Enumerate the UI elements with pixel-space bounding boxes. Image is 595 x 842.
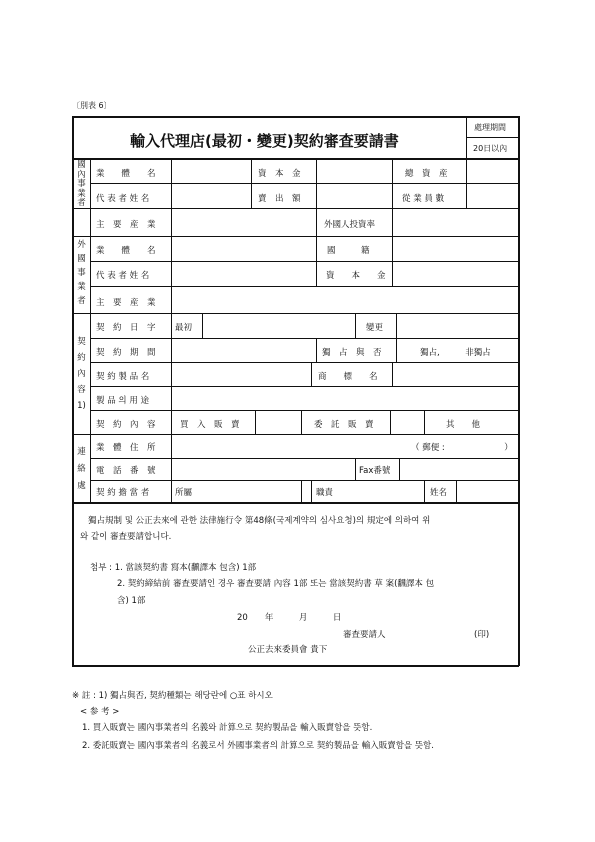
fax-field[interactable] xyxy=(400,459,518,480)
phone-label: 電 話 番 號 xyxy=(96,466,156,476)
foreign-representative-field[interactable] xyxy=(172,262,316,286)
product-usage-field[interactable] xyxy=(172,387,518,410)
product-usage-label: 製 品 의 用 途 xyxy=(96,396,150,406)
domestic-capital-label: 資 本 金 xyxy=(258,169,301,179)
trademark-field[interactable] xyxy=(393,363,518,386)
other-option[interactable]: 其 他 xyxy=(446,420,481,430)
contract-product-field[interactable] xyxy=(172,363,311,386)
contract-manager-label: 契 約 擔 當 者 xyxy=(96,488,150,498)
domestic-employees-label: 從 業 員 數 xyxy=(402,194,445,204)
foreign-company-name-label: 業 體 名 xyxy=(96,246,156,256)
import-sales-mark-field[interactable] xyxy=(256,411,301,434)
section-domestic-label: 國 內 事 業 者 xyxy=(77,160,86,208)
domestic-total-assets-field[interactable] xyxy=(467,159,518,183)
exclusive-label: 獨 占 與 否 xyxy=(322,348,382,358)
foreign-investment-field[interactable] xyxy=(393,209,518,236)
foreign-country-label: 國 籍 xyxy=(327,246,370,256)
reference-2: 2. 委託販賣는 國內事業者의 名義로서 外國事業者의 計算으로 契約製品을 輸入販賣함을 뜻함. xyxy=(82,741,434,751)
form-number-label: 〔別表 6〕 xyxy=(72,101,112,110)
reference-1: 1. 買入販賣는 國內事業者의 名義와 計算으로 契約製品을 輸入販賣함을 뜻함. xyxy=(82,723,373,733)
foreign-investment-label: 外國人投資率 xyxy=(324,220,376,230)
processing-period-label: 處理期間 xyxy=(474,123,506,132)
footnote-1: ※ 註 : 1) 獨占與否, 契約種類는 해당란에 ○표 하시오 xyxy=(72,691,273,701)
name-label: 姓名 xyxy=(430,488,448,498)
name-field[interactable] xyxy=(457,481,518,502)
foreign-main-industry-field[interactable] xyxy=(172,287,518,313)
section-contract-label: 契 約 內 容 1) xyxy=(77,337,86,411)
position-field[interactable] xyxy=(340,481,424,502)
position-label: 職責 xyxy=(316,488,334,498)
date-line[interactable]: 20 年 月 日 xyxy=(237,613,342,623)
foreign-representative-label: 代 表 者 姓 名 xyxy=(96,271,150,281)
section-foreign-label: 外 國 事 業 者 xyxy=(77,240,86,306)
section-contact-label: 連 絡 處 xyxy=(77,447,86,491)
contract-date-label: 契 約 日 字 xyxy=(96,323,156,333)
domestic-sales-label: 賣 出 額 xyxy=(258,194,301,204)
import-sales-option[interactable]: 買 入 販 賣 xyxy=(180,420,240,430)
company-address-label: 業 體 住 所 xyxy=(96,443,156,453)
department-label: 所屬 xyxy=(175,488,193,498)
department-field[interactable] xyxy=(198,481,301,502)
attachment-2: 2. 契約締結前 審査要請인 경우 審査要請 內容 1部 또는 當該契約書 草 案(飜譯本 包 xyxy=(117,579,435,589)
domestic-representative-label: 代 表 者 姓 名 xyxy=(96,194,150,204)
domestic-company-name-field[interactable] xyxy=(172,159,251,183)
domestic-company-name-label: 業 體 名 xyxy=(96,169,156,179)
contract-change-date-field[interactable] xyxy=(397,314,518,338)
domestic-main-industry-label: 主 要 産 業 xyxy=(96,220,156,230)
domestic-main-industry-field[interactable] xyxy=(172,209,316,236)
contract-period-label: 契 約 期 間 xyxy=(96,348,156,358)
domestic-capital-field[interactable] xyxy=(317,159,392,183)
requester-label: 審査要請人 xyxy=(343,630,386,640)
foreign-capital-field[interactable] xyxy=(393,262,518,286)
domestic-representative-field[interactable] xyxy=(172,184,251,208)
foreign-company-name-field[interactable] xyxy=(172,237,316,261)
domestic-total-assets-label: 總 資 産 xyxy=(405,169,448,179)
attachment-1: 첨부 : 1. 當該契約書 寫本(飜譯本 包含) 1部 xyxy=(90,563,257,573)
form-title: 輸入代理店(最初・變更)契約審査要請書 xyxy=(130,132,399,150)
exclusive-options[interactable]: 獨占, 非獨占 xyxy=(420,348,491,358)
contract-period-field[interactable] xyxy=(172,339,316,362)
domestic-sales-field[interactable] xyxy=(317,184,392,208)
processing-period-value: 20日以內 xyxy=(473,144,508,153)
seal-mark: (印) xyxy=(474,630,490,640)
recipient-label: 公正去來委員會 貴下 xyxy=(248,645,328,655)
request-statement-line2: 와 같이 審査要請합니다. xyxy=(80,532,172,542)
request-statement-line1: 獨占規制 및 公正去來에 관한 法律施行令 第48條(국제계약의 심사요청)의 規定에 의하여 위 xyxy=(88,516,431,526)
consign-sales-mark-field[interactable] xyxy=(391,411,424,434)
postal-code-field[interactable]: （ 郵便 : ） xyxy=(411,443,513,453)
contract-content-label: 契 約 內 容 xyxy=(96,420,156,430)
reference-heading: < 参 考 > xyxy=(80,707,120,717)
company-address-field[interactable] xyxy=(172,435,412,458)
contract-first-label: 最初 xyxy=(175,323,193,333)
contract-product-label: 契 約 製 品 名 xyxy=(96,372,150,382)
foreign-main-industry-label: 主 要 産 業 xyxy=(96,298,156,308)
foreign-country-field[interactable] xyxy=(393,237,518,261)
foreign-capital-label: 資 本 金 xyxy=(326,271,386,281)
consign-sales-option[interactable]: 委 託 販 賣 xyxy=(314,420,374,430)
fax-label: Fax番號 xyxy=(359,466,391,476)
trademark-label: 商 標 名 xyxy=(318,372,378,382)
attachment-2-cont: 含) 1部 xyxy=(117,596,146,606)
phone-field[interactable] xyxy=(172,459,355,480)
contract-first-date-field[interactable] xyxy=(203,314,355,338)
domestic-employees-field[interactable] xyxy=(467,184,518,208)
contract-change-label: 變更 xyxy=(366,323,384,333)
